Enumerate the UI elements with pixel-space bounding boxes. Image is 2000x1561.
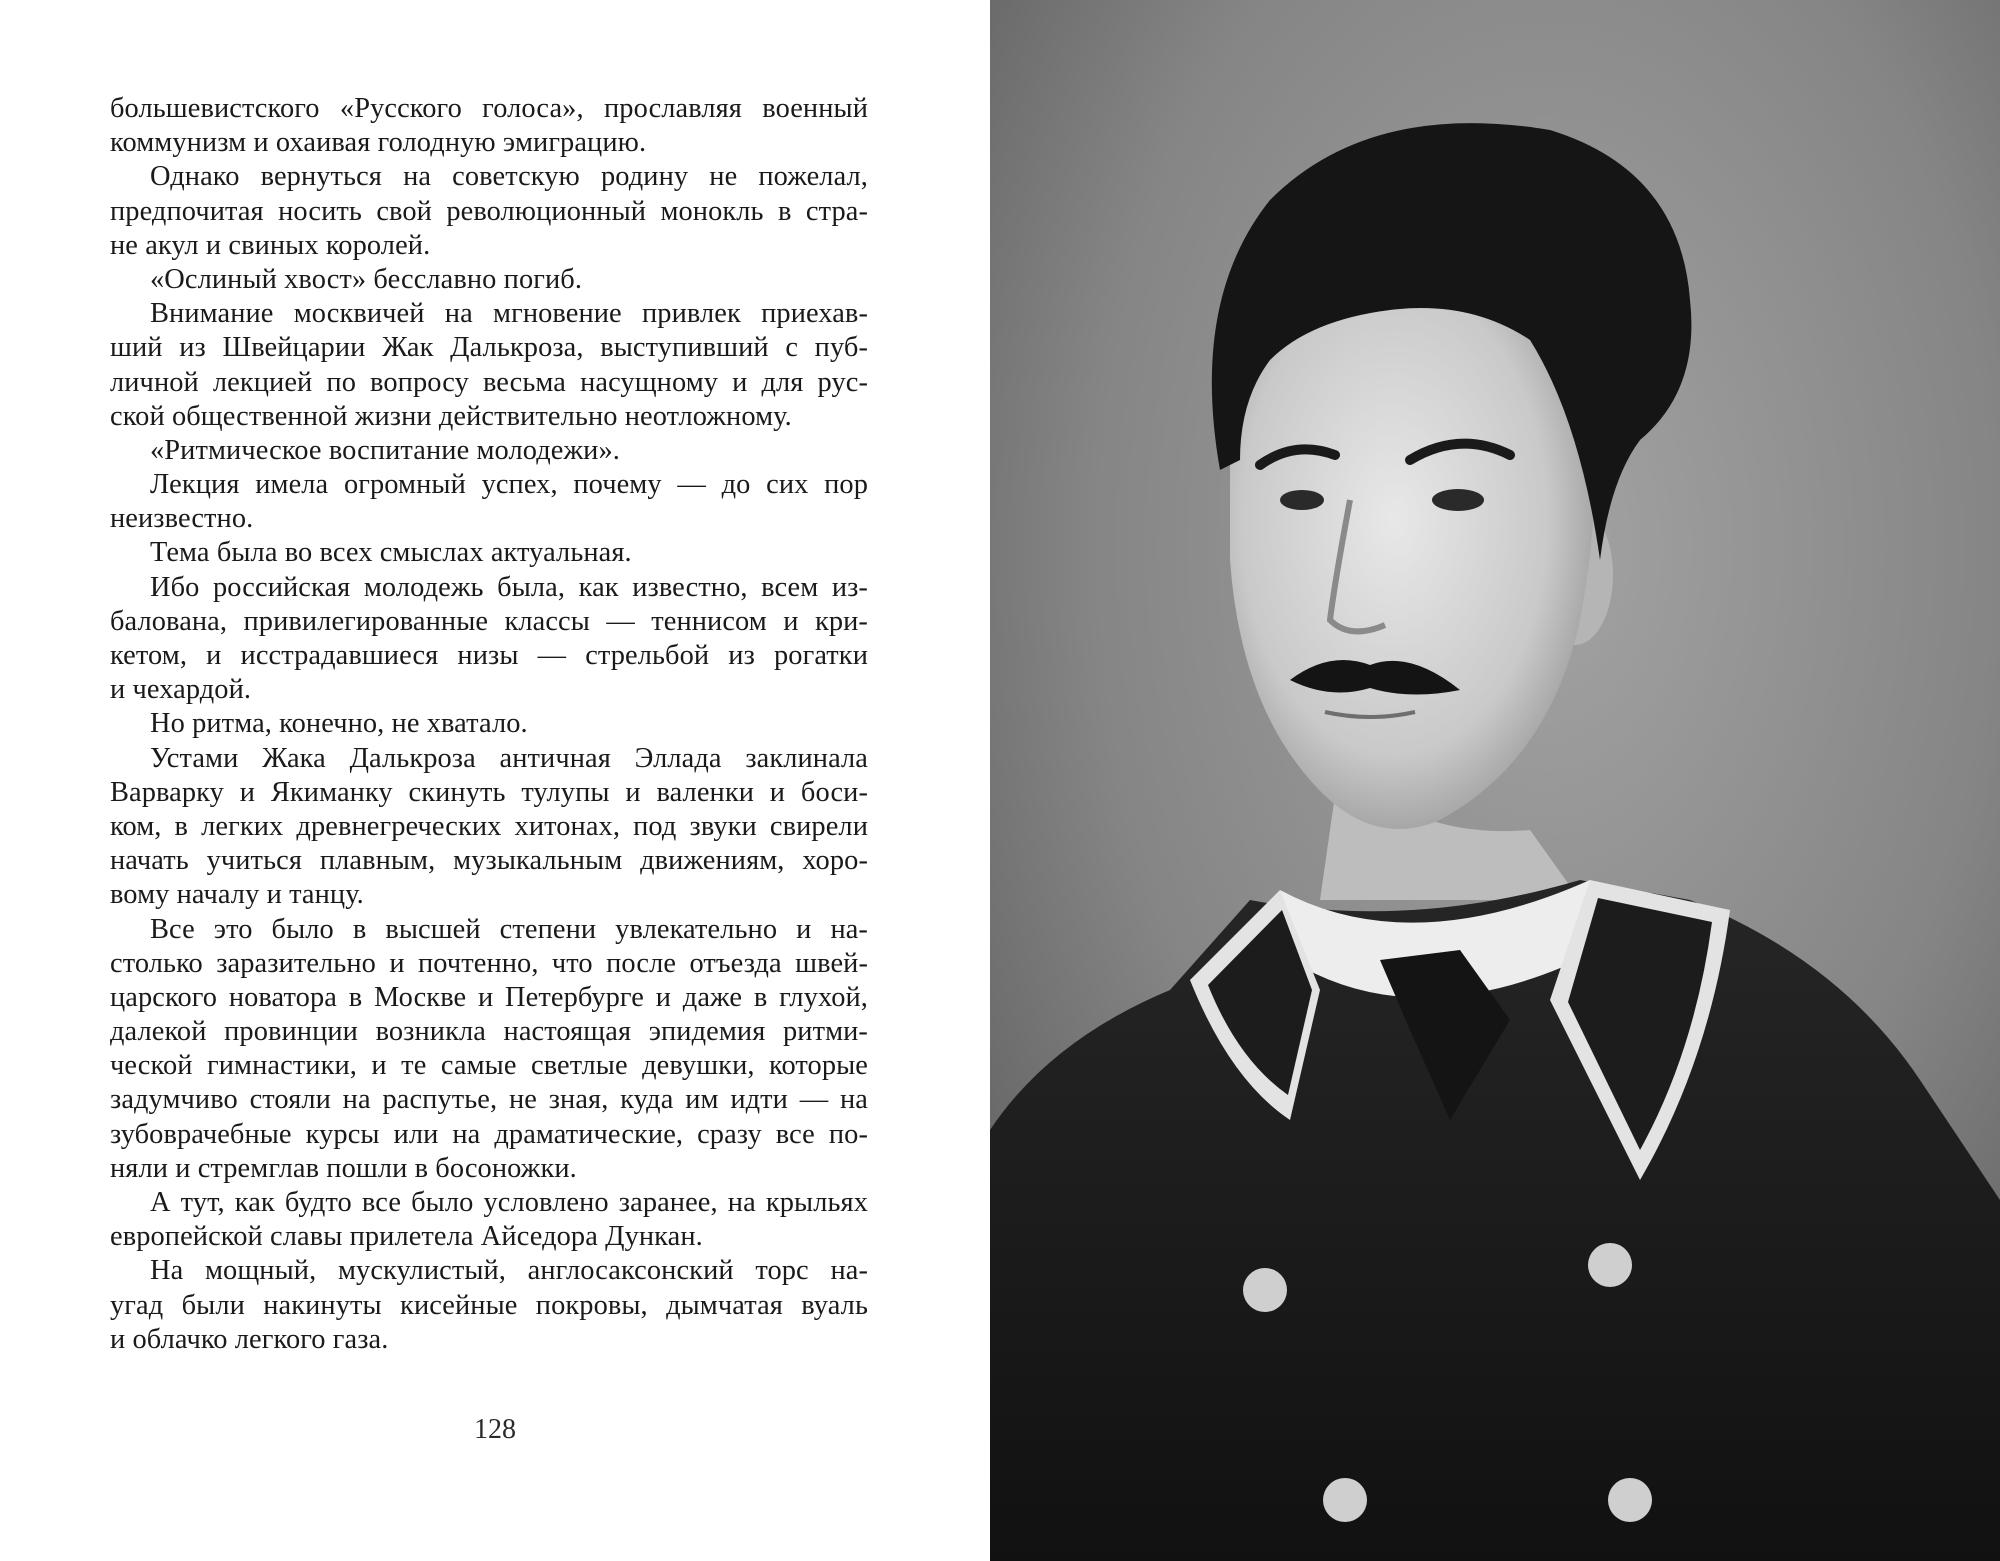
text-line: и чехардой. <box>110 674 252 706</box>
text-line: Все это было в высшей степени увлекательно и на- <box>150 913 868 945</box>
text-line: Однако вернуться на советскую родину не пожелал, <box>150 161 868 193</box>
text-line: кетом, и исстрадавшиеся низы — стрельбой из рогатки <box>110 640 868 671</box>
text-line: далекой провинции возникла настоящая эпидемия ритми- <box>110 1016 868 1048</box>
coat-button <box>1608 1478 1652 1522</box>
text-line: Ибо российская молодежь была, как известно, всем из- <box>150 571 868 603</box>
text-column <box>110 92 868 1357</box>
left-text-page <box>0 0 990 1561</box>
text-line: На мощный, мускулистый, англосаксонский торс на- <box>150 1255 868 1287</box>
eye-left <box>1280 490 1324 510</box>
text-line: большевистского «Русского голоса», прославляя военный <box>110 93 868 124</box>
text-line: Устами Жака Далькроза античная Эллада заклинала <box>150 742 868 774</box>
text-line: угад были накинуты кисейные покровы, дымчатая вуаль <box>110 1289 868 1321</box>
text-line: зубоврачебные курсы или на драматические, сразу все по- <box>110 1118 868 1150</box>
text-line: столько заразительно и почтенно, что после отъезда швей- <box>110 947 868 979</box>
coat-button <box>1323 1478 1367 1522</box>
text-line: А тут, как будто все было условлено заранее, на крыльях <box>150 1187 868 1218</box>
eye-right <box>1432 489 1484 511</box>
text-line: европейской славы прилетела Айседора Дункан. <box>110 1221 703 1253</box>
coat-button <box>1588 1243 1632 1287</box>
text-line: задумчиво стояли на распутье, не зная, куда им идти — на <box>110 1084 868 1116</box>
text-line: Внимание москвичей на мгновение привлек приехав- <box>150 298 868 330</box>
text-line: Тема была во всех смыслах актуальная. <box>150 537 632 569</box>
text-line: предпочитая носить свой революционный монокль в стра- <box>110 195 868 227</box>
text-line: царского новатора в Москве и Петербурге и даже в глухой, <box>110 981 868 1013</box>
text-line: неизвестно. <box>110 503 254 535</box>
text-line: ший из Швейцарии Жак Далькроза, выступивший с пуб- <box>110 332 868 364</box>
text-line: личной лекцией по вопросу весьма насущному и для рус- <box>110 366 868 398</box>
page-number: 128 <box>474 1414 516 1445</box>
text-line: няли и стремглав пошли в босоножки. <box>110 1152 577 1184</box>
text-line: не акул и свиных королей. <box>110 229 431 261</box>
text-line: ческой гимнастики, и те самые светлые девушки, которые <box>110 1050 868 1082</box>
text-line: ком, в легких древнегреческих хитонах, под звуки свирели <box>110 810 868 842</box>
portrait-photo <box>990 0 2000 1561</box>
coat-button <box>1243 1268 1287 1312</box>
text-line: балована, привилегированные классы — теннисом и кри- <box>110 605 868 637</box>
text-line: Варварку и Якиманку скинуть тулупы и валенки и боси- <box>110 776 868 808</box>
text-line: начать учиться плавным, музыкальным движениям, хоро- <box>110 845 868 877</box>
text-line: коммунизм и охаивая голодную эмиграцию. <box>110 127 647 159</box>
right-photo-page <box>990 0 2000 1561</box>
text-line: Лекция имела огромный успех, почему — до сих пор <box>150 469 868 501</box>
text-line: ской общественной жизни действительно неотложному. <box>110 400 792 432</box>
text-line: Но ритма, конечно, не хватало. <box>150 708 528 740</box>
text-line: вому началу и танцу. <box>110 879 364 911</box>
text-line: и облачко легкого газа. <box>110 1323 389 1355</box>
text-line: «Ослиный хвост» бесславно погиб. <box>150 263 583 295</box>
text-line: «Ритмическое воспитание молодежи». <box>150 434 620 466</box>
